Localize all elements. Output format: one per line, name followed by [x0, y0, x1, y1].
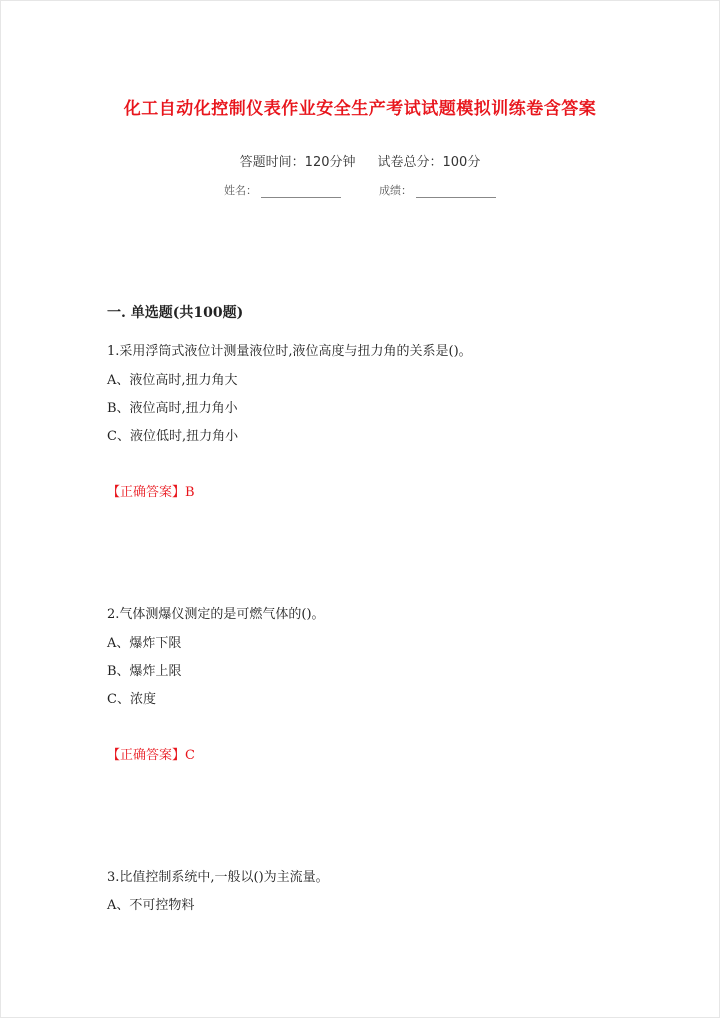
question-option: A、液位高时,扭力角大 [107, 373, 238, 388]
question-option: B、爆炸上限 [107, 664, 182, 679]
question-stem: 1.采用浮筒式液位计测量液位时,液位高度与扭力角的关系是()。 [107, 344, 472, 359]
question-option: B、液位高时,扭力角小 [107, 401, 238, 416]
document-title: 化工自动化控制仪表作业安全生产考试试题模拟训练卷含答案 [123, 99, 597, 119]
exam-info [0, 151, 720, 170]
question-option: A、不可控物料 [107, 898, 195, 913]
question-stem: 2.气体测爆仪测定的是可燃气体的()。 [107, 607, 325, 622]
candidate-info [0, 182, 720, 198]
score-label: 试卷总分：100分 [377, 155, 481, 170]
question-option: A、爆炸下限 [107, 636, 182, 651]
grade-label: 成绩： [379, 184, 412, 197]
question-option: C、浓度 [107, 692, 156, 707]
grade-blank [416, 185, 496, 198]
time-label: 答题时间：120分钟 [239, 155, 356, 170]
correct-answer: 【正确答案】C [107, 748, 195, 763]
section-title: 一. 单选题(共100题) [107, 305, 244, 321]
name-blank [261, 185, 341, 198]
name-label: 姓名： [224, 184, 257, 197]
correct-answer: 【正确答案】B [107, 485, 195, 500]
question-stem: 3.比值控制系统中,一般以()为主流量。 [107, 870, 329, 885]
question-option: C、液位低时,扭力角小 [107, 429, 239, 444]
